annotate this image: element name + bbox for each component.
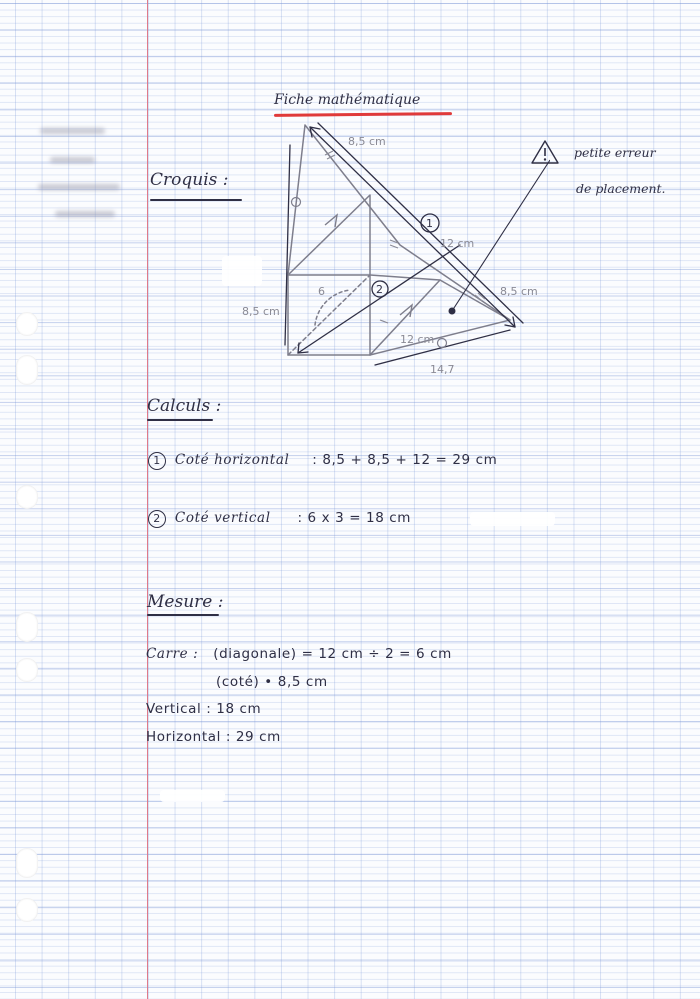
calcul-label: Coté horizontal	[174, 452, 290, 468]
dimension-arrow-diagonal	[310, 127, 515, 327]
binder-hole	[16, 612, 38, 642]
binder-hole	[16, 898, 38, 922]
calcul-label: Coté vertical	[174, 510, 271, 526]
label-square-diagonal: 6	[318, 285, 325, 298]
calcul-line-1	[148, 452, 497, 470]
warning-note-line1: petite erreur	[574, 145, 656, 160]
sketch-dashed-diagonal	[288, 275, 370, 355]
warning-triangle-icon	[530, 138, 560, 166]
mesure-carre-label: Carre :	[146, 646, 199, 662]
mesure-horizontal: Horizontal : 29 cm	[146, 729, 281, 745]
binder-hole	[16, 848, 38, 878]
sketch-triangle	[288, 195, 370, 275]
mesure-vertical: Vertical : 18 cm	[146, 701, 262, 717]
label-diagonal: 12 cm	[440, 237, 475, 250]
mesure-carre-diagonal: (diagonale) = 12 cm ÷ 2 = 6 cm	[213, 646, 452, 662]
mesure-carre-line1	[146, 646, 452, 662]
dimension-arrow-inner	[298, 245, 460, 353]
heading-underline	[147, 419, 213, 421]
page-title: Fiche mathématique	[274, 92, 421, 108]
heading-mesure: Mesure :	[147, 592, 224, 612]
label-bottom-edge: 14,7	[430, 363, 455, 376]
heading-croquis: Croquis :	[150, 170, 229, 190]
binder-hole	[16, 658, 38, 682]
white-smudge	[160, 790, 225, 802]
calcul-expression: : 6 x 3 = 18 cm	[297, 510, 412, 526]
heading-underline	[150, 199, 242, 201]
geometric-sketch	[230, 115, 550, 385]
circled-number: 1	[148, 452, 166, 470]
sketch-outline	[288, 125, 510, 355]
redacted-text	[38, 184, 120, 190]
redacted-text	[50, 157, 95, 163]
label-right-edge: 8,5 cm	[500, 285, 538, 298]
redacted-text	[55, 211, 115, 217]
binder-hole	[16, 485, 38, 509]
binder-hole	[16, 312, 38, 336]
calcul-expression: : 8,5 + 8,5 + 12 = 29 cm	[312, 452, 498, 468]
circled-number: 2	[148, 510, 166, 528]
marker-2: 2	[376, 283, 383, 296]
marker-1: 1	[426, 217, 433, 230]
mesure-carre-line2: (coté) • 8,5 cm	[216, 674, 328, 690]
label-left-edge: 8,5 cm	[242, 305, 280, 318]
label-inner-diagonal: 12 cm	[400, 333, 435, 346]
heading-calculs: Calculs :	[147, 396, 222, 416]
white-smudge	[470, 512, 555, 526]
redacted-text	[40, 128, 105, 134]
warning-note-line2: de placement.	[576, 181, 666, 196]
margin-line	[147, 0, 148, 999]
calcul-line-2	[148, 510, 411, 528]
heading-underline	[147, 614, 219, 616]
binder-hole	[16, 355, 38, 385]
label-top-edge: 8,5 cm	[348, 135, 386, 148]
